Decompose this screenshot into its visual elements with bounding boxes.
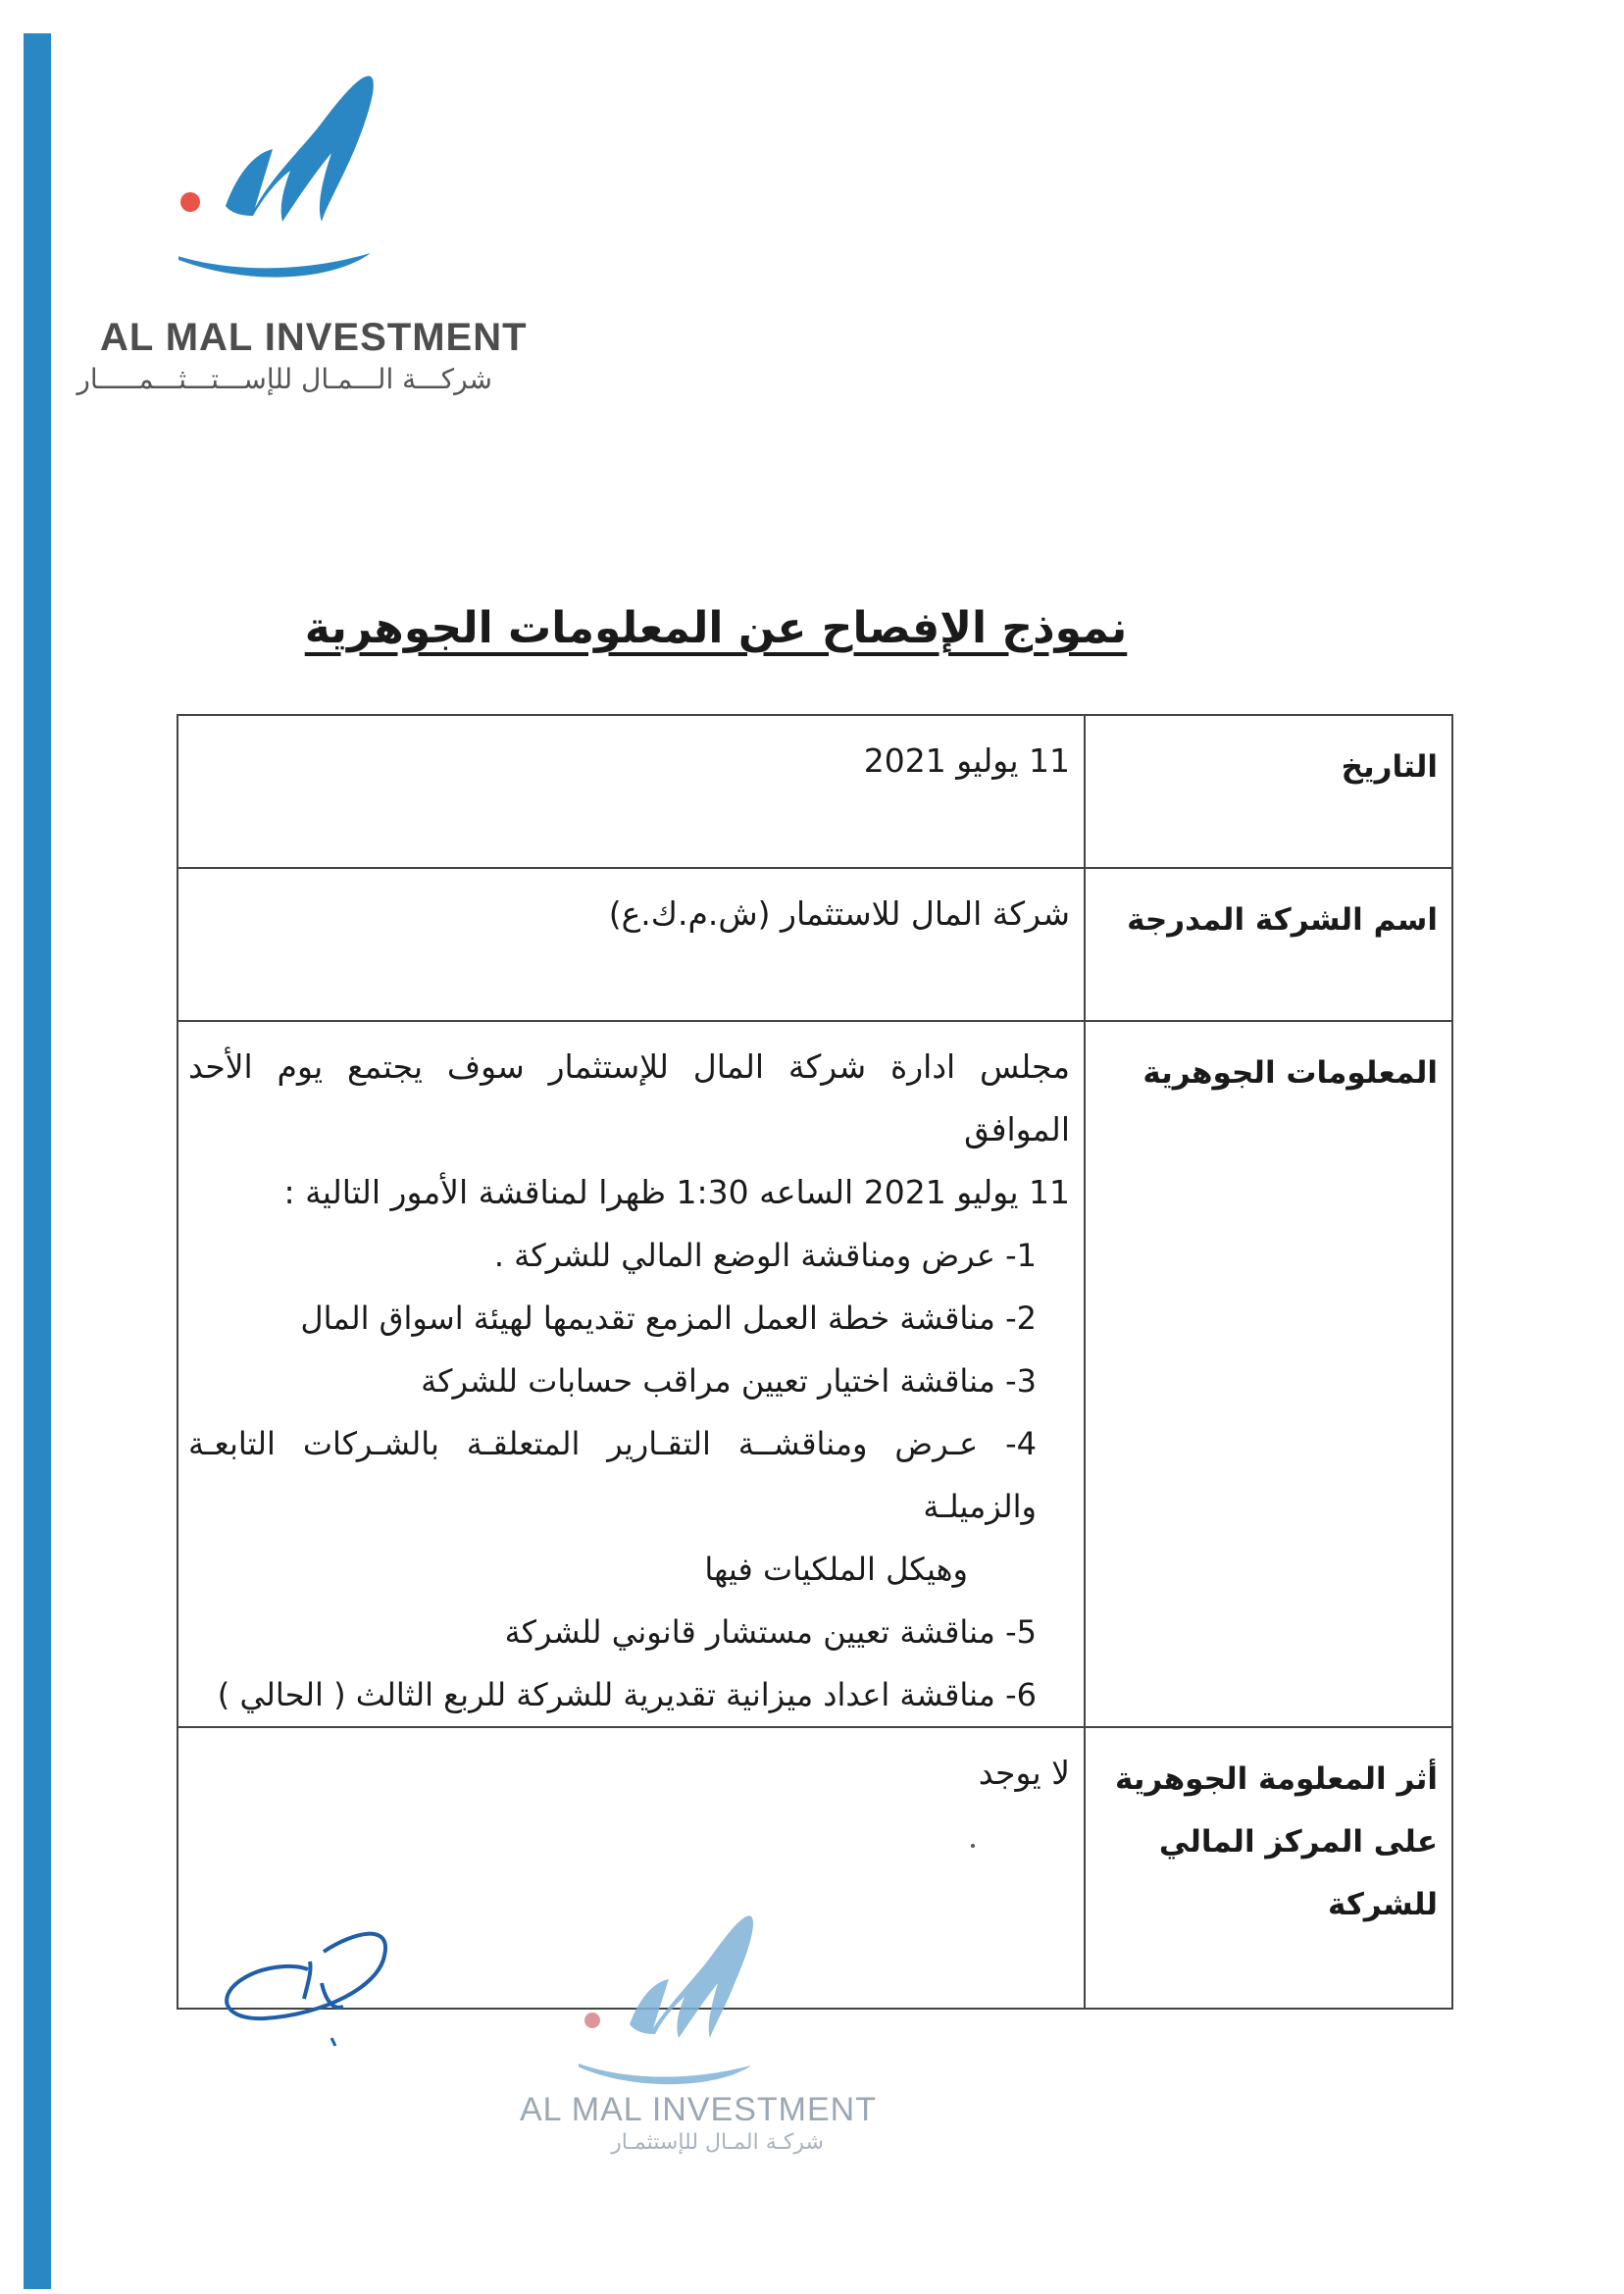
table-row xyxy=(178,868,1452,1021)
table-row xyxy=(178,715,1452,868)
list-item: 4- عـرض ومناقشــة التقـارير المتعلقـة بالشـركات التابعـة والزميلـة xyxy=(188,1425,1037,1525)
impact-label xyxy=(1085,1727,1452,2009)
list-item: 6- مناقشة اعداد ميزانية تقديرية للشركة للربع الثالث ( الحالي ) xyxy=(217,1676,1037,1713)
date-value: 11 يوليو 2021 xyxy=(178,715,1085,868)
stray-mark xyxy=(971,1844,975,1848)
list-item: 3- مناقشة اختيار تعيين مراقب حسابات للشركة xyxy=(421,1362,1037,1400)
material-info-value xyxy=(178,1021,1085,1727)
list-item: 5- مناقشة تعيين مستشار قانوني للشركة xyxy=(504,1613,1037,1651)
disclosure-table xyxy=(177,714,1453,2010)
list-item: 1- عرض ومناقشة الوضع المالي للشركة . xyxy=(493,1237,1037,1274)
logo-text-en: AL MAL INVESTMENT xyxy=(100,316,528,359)
info-intro-line-1: مجلس ادارة شركة المال للإستثمار سوف يجتمع يوم الأحد الموافق xyxy=(188,1047,1070,1148)
page-edge-bar xyxy=(24,33,51,2289)
info-intro-line-2: 11 يوليو 2021 الساعه 1:30 ظهرا لمناقشة الأمور التالية : xyxy=(283,1173,1070,1211)
list-item-continuation: وهيكل الملكيات فيها xyxy=(704,1551,968,1588)
impact-label-line-3: للشركة xyxy=(1328,1887,1438,1922)
logo-text-ar: شركـــة الـــمـال للإســـتـــثـــمـــــار xyxy=(76,363,492,395)
company-logo xyxy=(76,59,528,412)
stamp-text-ar: شركـة المـال للإستثمـار xyxy=(611,2130,824,2155)
company-stamp xyxy=(520,1903,877,2187)
impact-label-line-2: على المركز المالي xyxy=(1158,1824,1438,1860)
impact-label-line-1: أثر المعلومة الجوهرية xyxy=(1114,1761,1438,1797)
list-item: 2- مناقشة خطة العمل المزمع تقديمها لهيئة اسواق المال xyxy=(300,1300,1037,1337)
signature-icon xyxy=(206,1912,412,2089)
stamp-logo-icon xyxy=(579,1903,775,2089)
document-title: نموذج الإفصاح عن المعلومات الجوهرية xyxy=(304,603,1128,653)
company-value: شركة المال للاستثمار (ش.م.ك.ع) xyxy=(178,868,1085,1021)
company-label: اسم الشركة المدرجة xyxy=(1085,868,1452,1021)
impact-value: لا يوجد xyxy=(178,1727,1085,2009)
material-info-label: المعلومات الجوهرية xyxy=(1085,1021,1452,1727)
table-row xyxy=(178,1021,1452,1727)
date-label: التاريخ xyxy=(1085,715,1452,868)
agenda-list xyxy=(188,1224,1070,1726)
logo-mark-icon xyxy=(178,59,404,304)
stamp-text-en: AL MAL INVESTMENT xyxy=(520,2091,877,2128)
